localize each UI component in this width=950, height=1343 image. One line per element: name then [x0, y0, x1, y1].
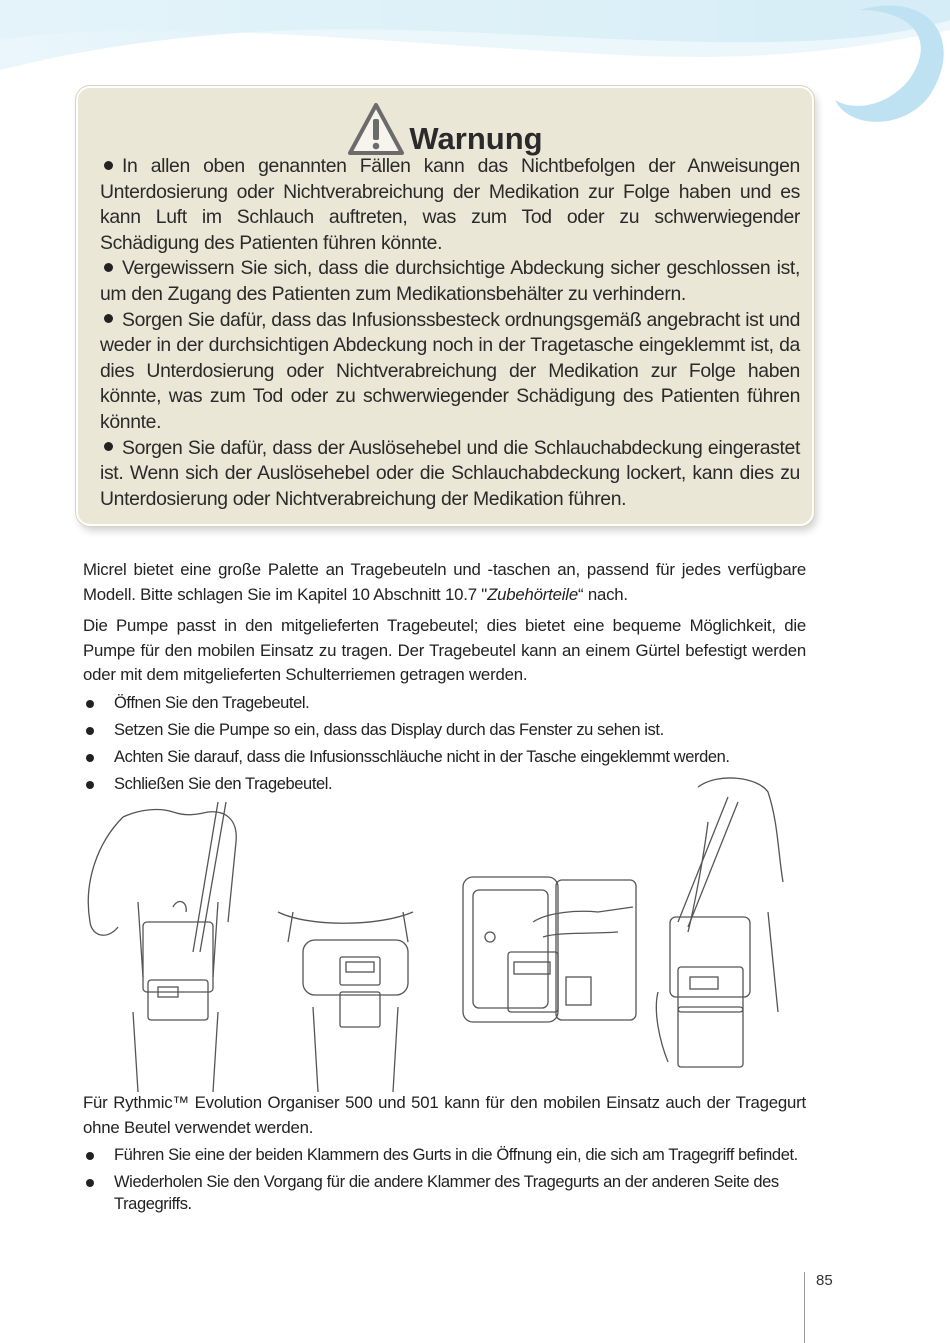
- intro-paragraph: Micrel bietet eine große Palette an Tragebeuteln und -taschen an, passend für jedes verfügbare Modell. Bitte schlagen Sie im Kapitel 10 Abschnitt 10.7 "Zubehörteile“ nach.: [83, 560, 806, 604]
- strap-steps-list: [83, 1144, 823, 1215]
- page-number-divider: [804, 1272, 805, 1343]
- warning-triangle-icon: [347, 102, 405, 156]
- figure-1-person-holding-bag: [88, 802, 236, 1092]
- list-item: Wiederholen Sie den Vorgang für die andere Klammer des Tragegurts an der anderen Seite des Tragegriffs.: [83, 1171, 823, 1215]
- list-item: Achten Sie darauf, dass die Infusionsschläuche nicht in der Tasche eingeklemmt werden.: [83, 746, 823, 768]
- pump-paragraph: Die Pumpe passt in den mitgelieferten Tragebeutel; dies bietet eine bequeme Möglichkeit, die Pumpe für den mobilen Einsatz zu tragen. Der Tragebeutel kann an einem Gürtel befestigt werden oder mit dem mitgelieferten Schulterriemen getragen werden.: [83, 616, 806, 684]
- bullet-icon: [104, 314, 113, 323]
- warning-item: Sorgen Sie dafür, dass das Infusionssbesteck ordnungsgemäß angebracht ist und weder in der durchsichtigen Abdeckung noch in der Tragetasche eingeklemmt ist, da dies Unterdosierung oder Nichtverabreichung der Medikation zur Folge haben könnte, was zum Tod oder zu schwerwiegender Schädigung des Patienten führen könnte.: [100, 308, 800, 433]
- bullet-icon: [104, 442, 113, 451]
- carry-bag-illustration: [78, 762, 868, 1092]
- figure-4-shoulder-bag-person: [656, 778, 783, 1067]
- warning-list: [100, 154, 800, 512]
- figure-2-waist-bag: [278, 912, 413, 1092]
- warning-item: Sorgen Sie dafür, dass der Auslösehebel und die Schlauchabdeckung eingerastet ist. Wenn sich der Auslösehebel oder die Schlauchabdeckung lockert, kann dies zu Unterdosierung oder Nichtverabreichung der Medikation führen.: [100, 436, 800, 510]
- figure-3-open-bag-insert-pump: [463, 877, 636, 1022]
- warning-header: [78, 94, 812, 156]
- page-number: 85: [816, 1272, 833, 1289]
- bullet-icon: [104, 161, 113, 170]
- list-item: Öffnen Sie den Tragebeutel.: [83, 692, 823, 714]
- list-item: Schließen Sie den Tragebeutel.: [83, 773, 823, 795]
- organiser-paragraph: Für Rythmic™ Evolution Organiser 500 und 501 kann für den mobilen Einsatz auch der Tragegurt ohne Beutel verwendet werden.: [83, 1093, 806, 1137]
- list-item: Führen Sie eine der beiden Klammern des Gurts in die Öffnung ein, die sich am Tragegriff befindet.: [83, 1144, 823, 1166]
- warning-box: [76, 86, 814, 526]
- bullet-icon: [104, 263, 113, 272]
- warning-item: Vergewissern Sie sich, dass die durchsichtige Abdeckung sicher geschlossen ist, um den Zugang des Patienten zum Medikationsbehälter zu verhindern.: [100, 257, 800, 305]
- warning-title: Warnung: [409, 121, 543, 156]
- list-item: Setzen Sie die Pumpe so ein, dass das Display durch das Fenster zu sehen ist.: [83, 719, 823, 741]
- warning-item: In allen oben genannten Fällen kann das Nichtbefolgen der Anweisungen Unterdosierung oder Nichtverabreichung der Medikation zur Folge haben und es kann Luft im Schlauch auftreten, was zum Tod oder zu schwerwiegender Schädigung des Patienten führen könnte.: [100, 155, 800, 254]
